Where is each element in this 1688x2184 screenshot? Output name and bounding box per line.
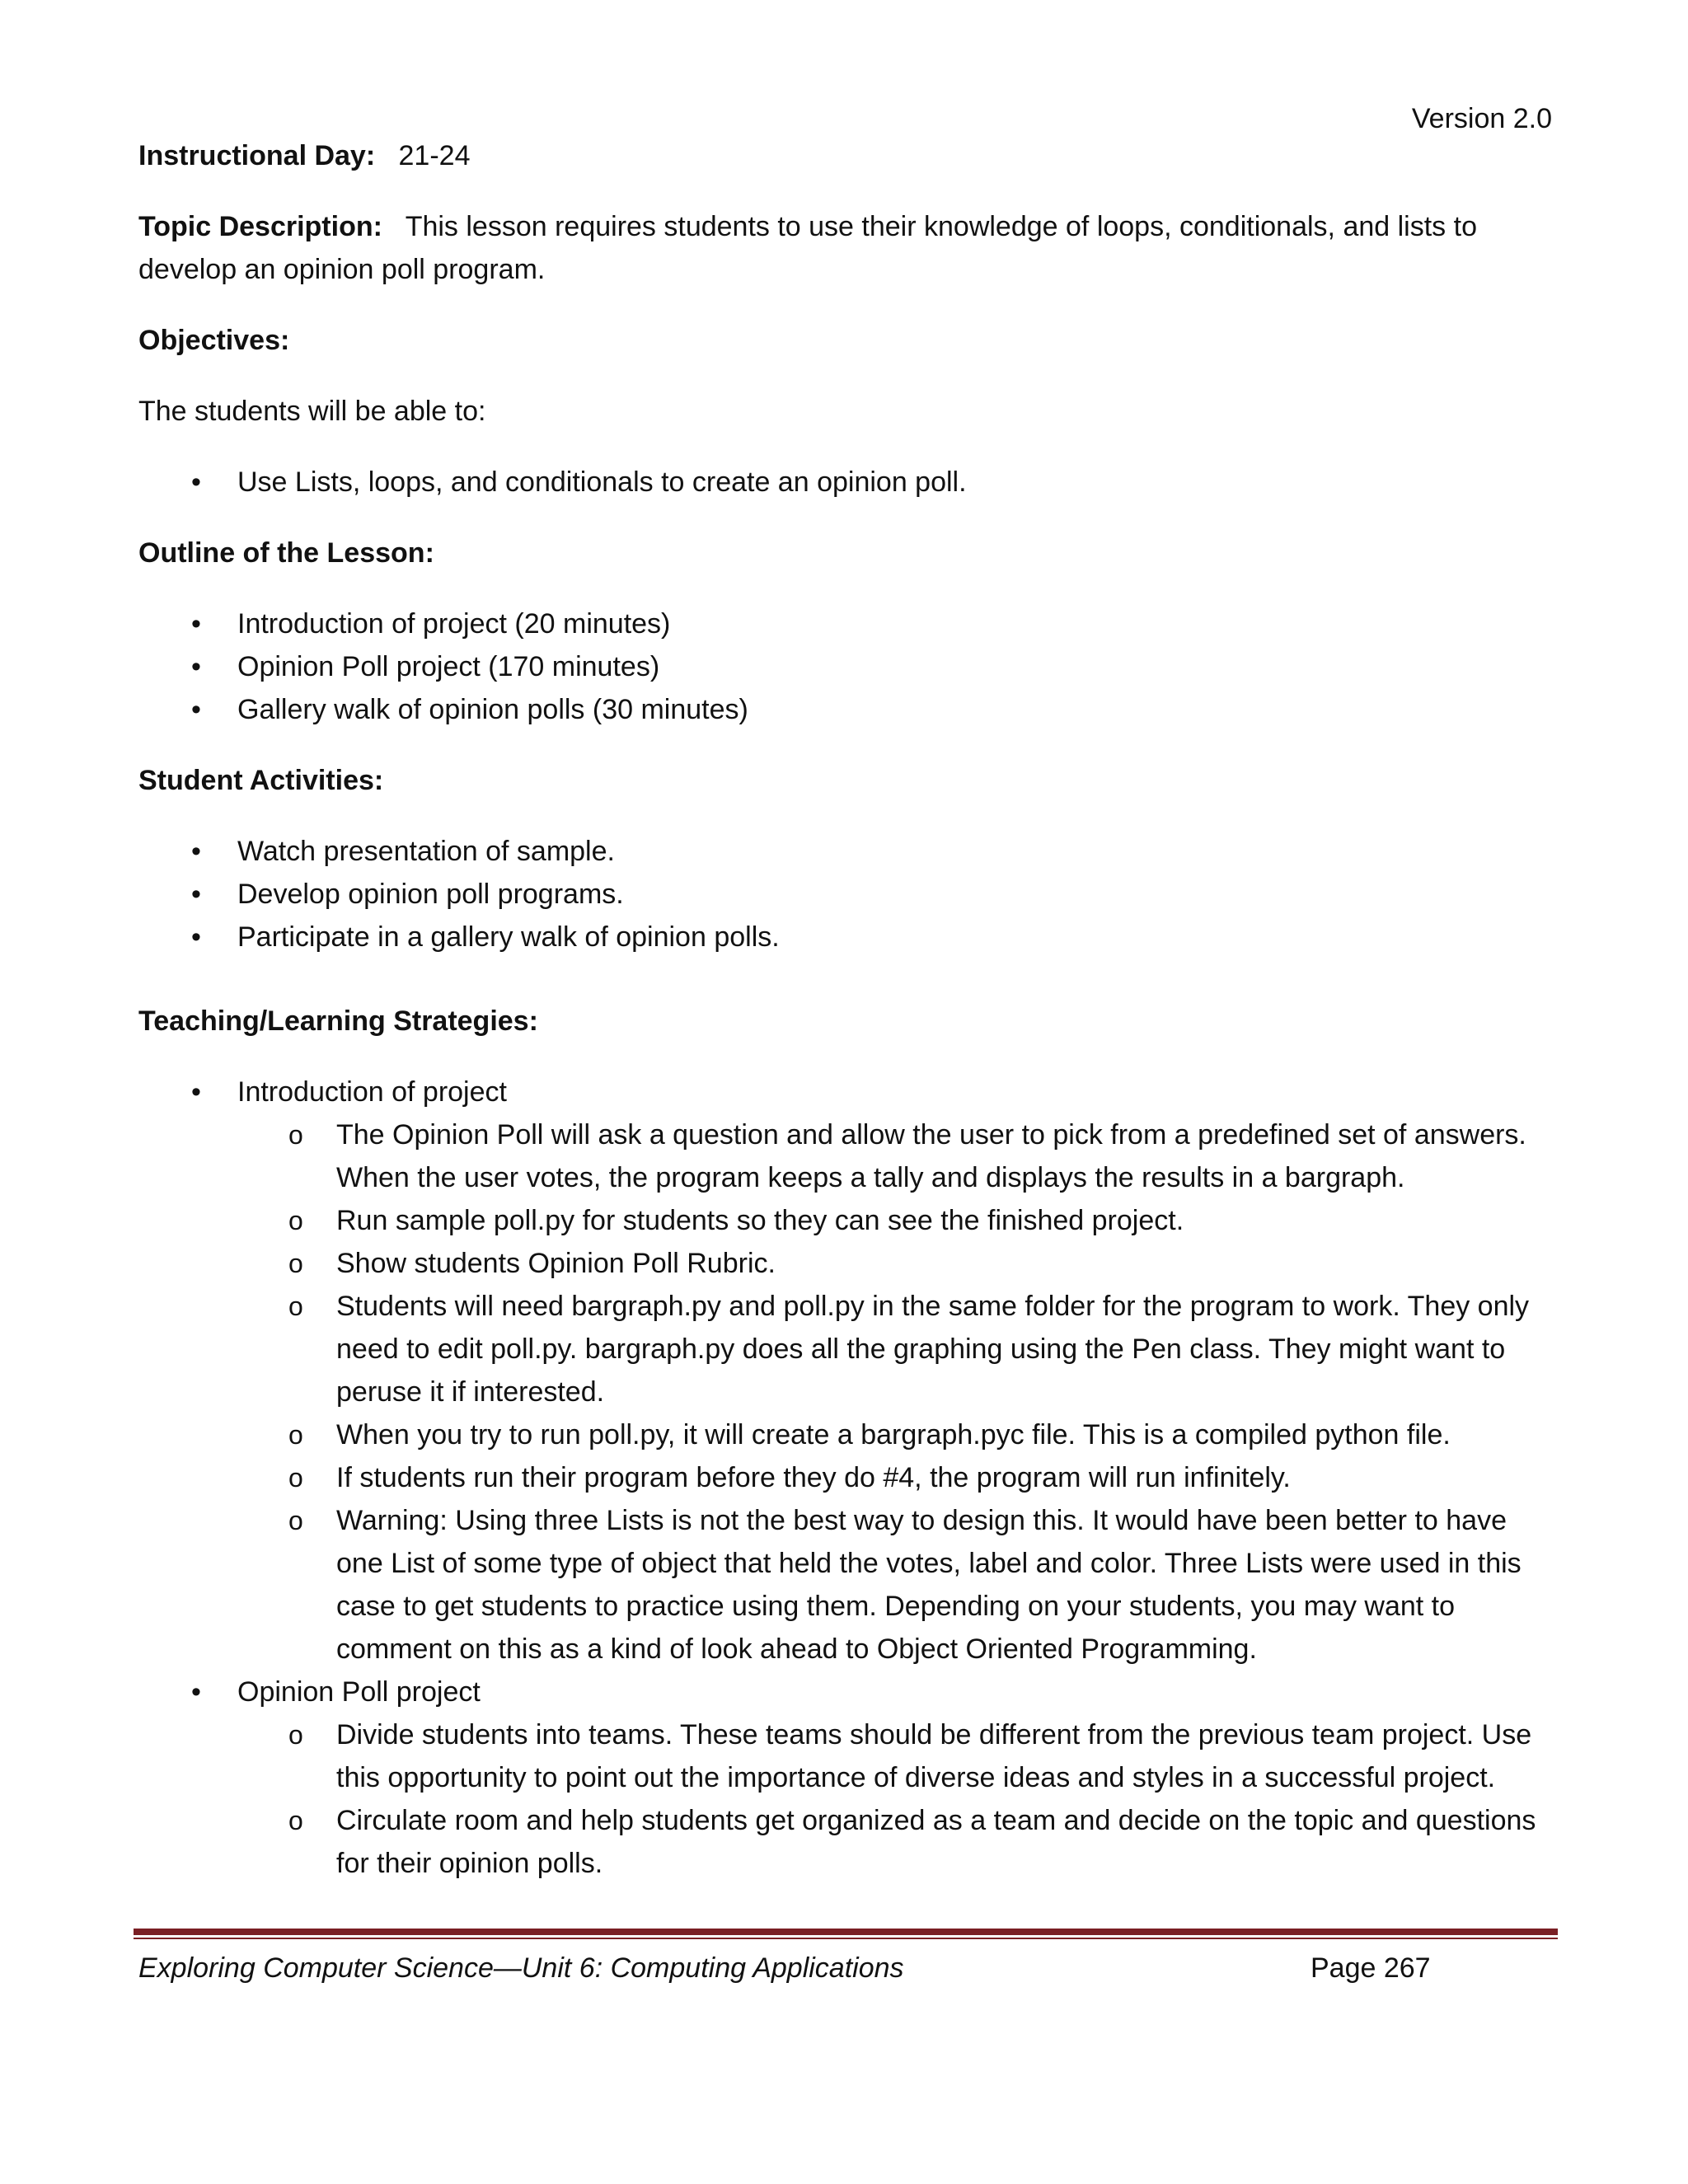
strategies-heading: Teaching/Learning Strategies: — [138, 1005, 538, 1037]
footer-title: Exploring Computer Science—Unit 6: Computing Applications — [138, 1952, 904, 1984]
outline-list — [138, 602, 1556, 731]
bullet-icon: • — [191, 921, 201, 953]
instructional-day-label: Instructional Day: — [138, 140, 376, 171]
list-item: • Use Lists, loops, and conditionals to create an opinion poll. — [138, 461, 1556, 504]
objectives-list — [138, 461, 1556, 504]
topic-description-text: This lesson requires students to use their knowledge of loops, conditionals, and lists to develop an opinion poll program. — [138, 211, 1477, 285]
strategies-list — [138, 1071, 1556, 1885]
topic-description — [138, 205, 1556, 291]
page-number: Page 267 — [1311, 1952, 1431, 1984]
footer-rule-thick — [134, 1929, 1558, 1935]
bullet-icon: • — [191, 1676, 201, 1708]
sub-list-item: o The Opinion Poll will ask a question and allow the user to pick from a predefined set of answers. When the user votes, the program keeps a tally and displays the results in a bargraph. — [237, 1113, 1556, 1199]
sub-list-item: o Divide students into teams. These teams should be different from the previous team project. Use this opportunity to point out the importance of diverse ideas and styles in a successful project. — [237, 1713, 1556, 1799]
bullet-icon: • — [191, 1076, 201, 1108]
bullet-icon: • — [191, 466, 201, 498]
circle-bullet-icon: o — [288, 1206, 303, 1235]
objectives-intro: The students will be able to: — [138, 396, 486, 427]
list-item: • Participate in a gallery walk of opinion polls. — [138, 916, 1556, 958]
sub-list-item: o When you try to run poll.py, it will create a bargraph.pyc file. This is a compiled python file. — [237, 1413, 1556, 1456]
bullet-icon: • — [191, 608, 201, 640]
instructional-day — [138, 134, 1556, 177]
circle-bullet-icon: o — [288, 1806, 303, 1835]
circle-bullet-icon: o — [288, 1249, 303, 1278]
sub-list-item: o Students will need bargraph.py and poll.py in the same folder for the program to work. They only need to edit poll.py. bargraph.py does all the graphing using the Pen class. They might want to peruse it if interested. — [237, 1285, 1556, 1413]
bullet-icon: • — [191, 879, 201, 910]
activities-heading: Student Activities: — [138, 765, 384, 796]
sub-list — [237, 1713, 1556, 1885]
instructional-day-value: 21-24 — [398, 140, 471, 171]
bullet-icon: • — [191, 694, 201, 725]
list-item: • Introduction of project (20 minutes) — [138, 602, 1556, 645]
circle-bullet-icon: o — [288, 1291, 303, 1321]
topic-description-label: Topic Description: — [138, 211, 382, 242]
sub-list-item: o Show students Opinion Poll Rubric. — [237, 1242, 1556, 1285]
circle-bullet-icon: o — [288, 1463, 303, 1493]
list-item: • Watch presentation of sample. — [138, 830, 1556, 873]
footer-rule — [134, 1929, 1558, 1938]
circle-bullet-icon: o — [288, 1120, 303, 1150]
sub-list-item: o Run sample poll.py for students so they can see the finished project. — [237, 1199, 1556, 1242]
circle-bullet-icon: o — [288, 1506, 303, 1535]
outline-heading: Outline of the Lesson: — [138, 537, 434, 569]
sub-list-item: o Warning: Using three Lists is not the best way to design this. It would have been better to have one List of some type of object that held the votes, label and color. Three Lists were used in this case to get students to practice using them. Depending on your students, you may want to comment on this as a kind of look ahead to Object Oriented Programming. — [237, 1499, 1556, 1671]
footer-rule-thin — [134, 1938, 1558, 1939]
version-label: Version 2.0 — [1411, 103, 1552, 134]
circle-bullet-icon: o — [288, 1720, 303, 1750]
sub-list — [237, 1113, 1556, 1671]
activities-list — [138, 830, 1556, 958]
circle-bullet-icon: o — [288, 1420, 303, 1450]
list-item: • Introduction of project o The Opinion Poll will ask a question and allow the user to pick from a predefined set of answers. When the user votes, the program keeps a tally and displays the results in a bargraph. o Run sample poll.py for students so they can see the finished project. o Show students Opinion Poll Rubric. o Students will need bargraph.py and poll.py in the same folder for the program to work. They only need to edit poll.py. bargraph.py does all the graphing using the Pen class. They might want to peruse it if interested. o When you try to run poll.py, it will create a bargraph.pyc file. This is a compiled python file. o If students run their program before they do #4, the program will run infinitely. o Warning: Using three Lists is not the best way to design this. It would have been better to have one List of some type of object that held the votes, label and color. Three Lists were used in this case to get students to practice using them. Depending on your students, you may want to comment on this as a kind of look ahead to Object Oriented Programming. — [138, 1071, 1556, 1671]
bullet-icon: • — [191, 651, 201, 682]
bullet-icon: • — [191, 836, 201, 867]
list-item: • Gallery walk of opinion polls (30 minutes) — [138, 688, 1556, 731]
list-item: • Develop opinion poll programs. — [138, 873, 1556, 916]
objectives-heading: Objectives: — [138, 325, 290, 356]
lesson-content — [138, 134, 1556, 1885]
list-item: • Opinion Poll project (170 minutes) — [138, 645, 1556, 688]
sub-list-item: o If students run their program before they do #4, the program will run infinitely. — [237, 1456, 1556, 1499]
list-item: • Opinion Poll project o Divide students into teams. These teams should be different from the previous team project. Use this opportunity to point out the importance of diverse ideas and styles in a successful project. o Circulate room and help students get organized as a team and decide on the topic and questions for their opinion polls. — [138, 1671, 1556, 1885]
sub-list-item: o Circulate room and help students get organized as a team and decide on the topic and questions for their opinion polls. — [237, 1799, 1556, 1885]
